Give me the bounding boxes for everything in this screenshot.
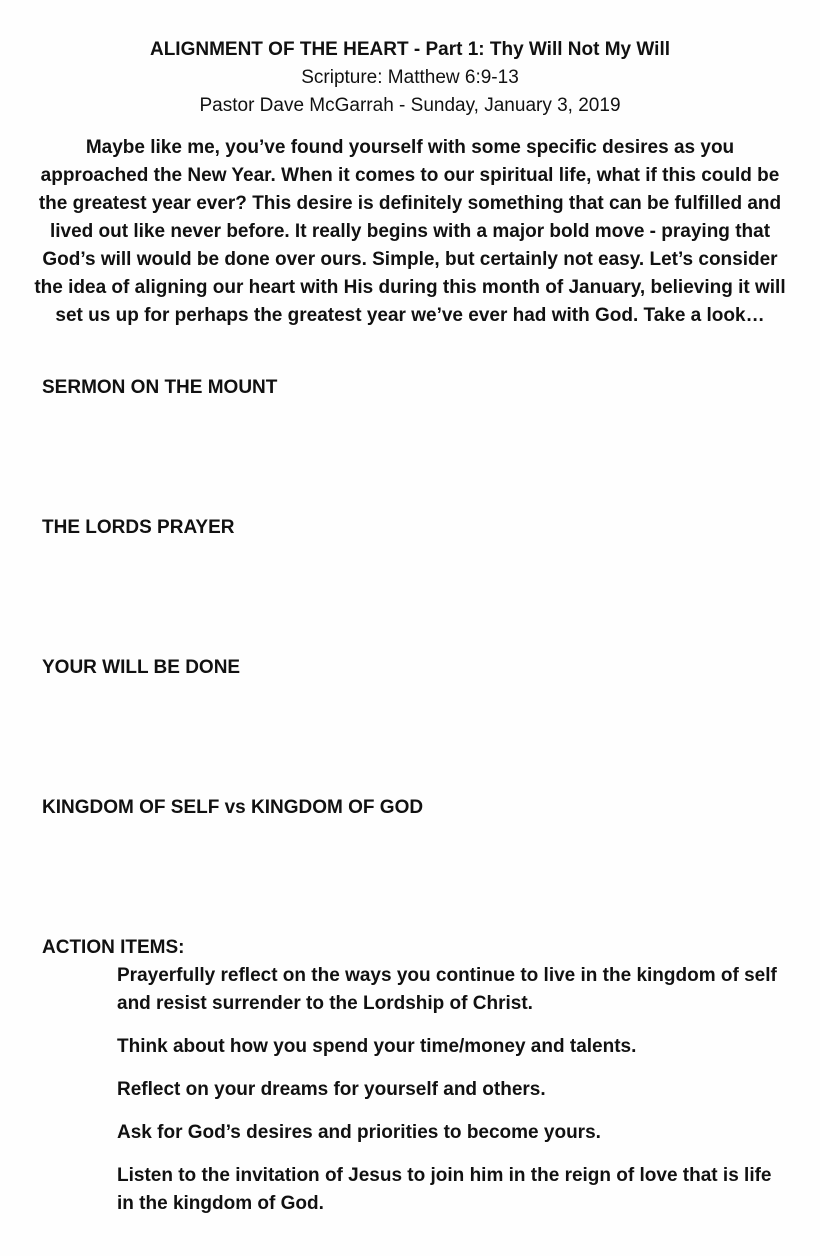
section-heading-action-items: ACTION ITEMS: [42, 937, 185, 958]
section-heading-sermon-on-the-mount: SERMON ON THE MOUNT [42, 377, 278, 398]
action-item: Think about how you spend your time/money and talents. [117, 1036, 637, 1057]
section-heading-lords-prayer: THE LORDS PRAYER [42, 517, 235, 538]
action-item: Reflect on your dreams for yourself and others. [117, 1079, 546, 1100]
section-heading-your-will-be-done: YOUR WILL BE DONE [42, 657, 241, 678]
section-heading-kingdom-of-self: KINGDOM OF SELF vs KINGDOM OF GOD [42, 797, 424, 818]
sermon-header [0, 36, 820, 120]
pastor-byline: Pastor Dave McGarrah - Sunday, January 3, 2019 [199, 95, 621, 116]
scripture-reference: Scripture: Matthew 6:9-13 [301, 67, 519, 88]
action-item: Listen to the invitation of Jesus to join him in the reign of love that is life in the kingdom of God. [117, 1165, 772, 1214]
action-item: Ask for God’s desires and priorities to become yours. [117, 1122, 601, 1143]
action-item: Prayerfully reflect on the ways you continue to live in the kingdom of self and resist surrender to the Lordship of Christ. [117, 965, 777, 1014]
sermon-title: ALIGNMENT OF THE HEART - Part 1: Thy Will Not My Will [149, 39, 671, 60]
action-items-list [117, 962, 787, 1233]
intro-paragraph: Maybe like me, you’ve found yourself with some specific desires as you approached the New Year. When it comes to our spiritual life, what if this could be the greatest year ever? This desire is definitely something that can be fulfilled and lived out like never before. It really begins with a major bold move - praying that God’s will would be done over ours. Simple, but certainly not easy. Let’s consider the idea of aligning our heart with His during this month of January, believing it will set us up for perhaps the greatest year we’ve ever had with God. Take a look… [34, 137, 786, 326]
